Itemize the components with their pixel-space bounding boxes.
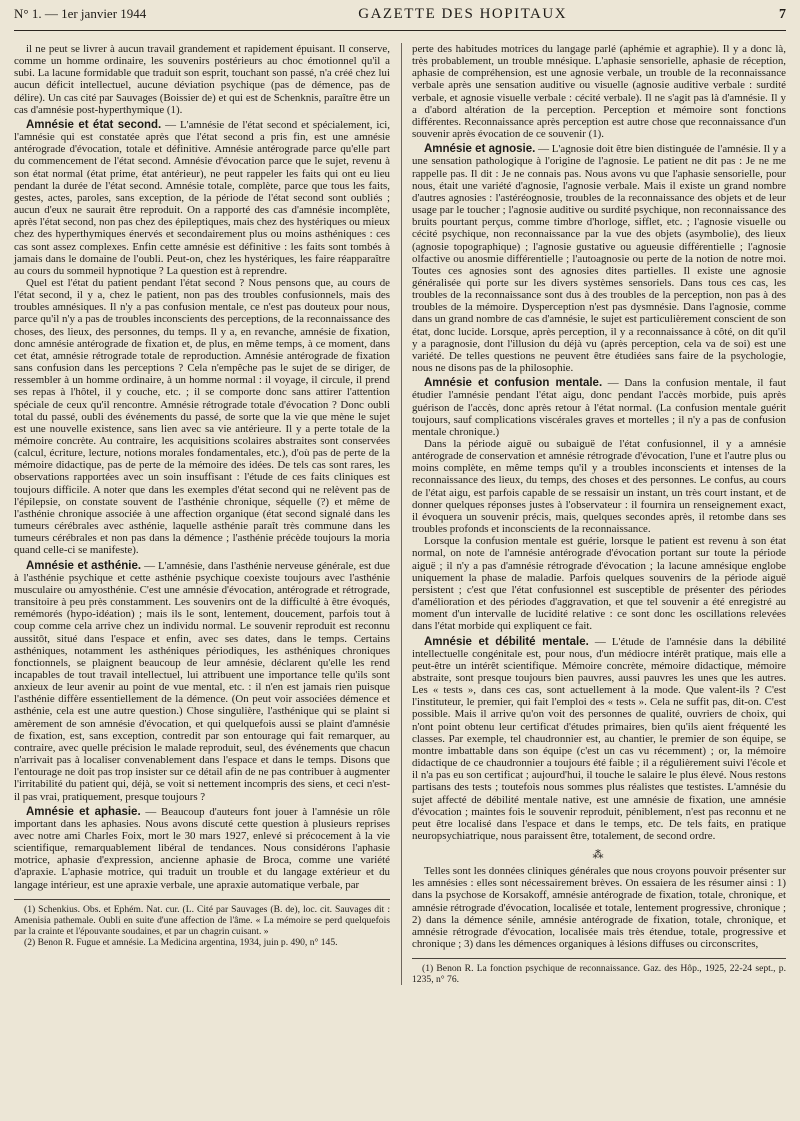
right-column: [401, 43, 786, 985]
section-amnesie-agnosie: [412, 143, 786, 374]
journal-title: GAZETTE DES HOPITAUX: [358, 6, 568, 22]
paragraph: il ne peut se livrer à aucun travail grandement et rapidement épuisant. Il conserve, comme un homme ordinaire, les souvenirs postérieurs au choc émotionnel qu'il a subi. La lacune formidable que traduit son esprit, touchant son passé, n'a créé chez lui aucun déficit intellectuel, aucune déviation psychique (pas de démence, pas de délire). Un cas cité par Sauvages (Boissier de) et qui est de Schenknis, paraître être un cas d'amnésie post-hyperthymique (1).: [14, 43, 390, 116]
section-separator-asterism: ⁂: [592, 849, 606, 862]
page-number: 7: [779, 7, 786, 22]
section-amnesie-asthenie: [14, 560, 390, 803]
footnotes-right: [412, 958, 786, 985]
two-column-body: [14, 43, 786, 985]
section-amnesie-debilite: [412, 636, 786, 843]
page-header: [14, 6, 786, 31]
paragraph: Telles sont les données cliniques générales que nous croyons pouvoir présenter sur les amnésies : elles sont nécessairement brèves. On essaiera de les résumer ainsi : 1) dans la psychose de Korsakoff, amnésie antérograde de fixation, totale, chronique, et amnésie rétrograde d'évocation, localisée et totale, lentement progressive, chronique ; 2) dans la démence sénile, amnésie antérograde de fixation, totale, chronique, et amnésie rétrograde d'évocation, localisée mais très étendue, totale, progressive et chronique ; 3) dans les démences organiques à lésions diffuses ou circonscrites,: [412, 865, 786, 951]
paragraph-text: — Beaucoup d'auteurs font jouer à l'amnésie un rôle important dans les aphasies. Nous avons discuté cette question à plusieurs reprises avec notre ami Charles Foix, mort le 30 mars 1927, enlevé si précocement à la vie scientifique, remarquablement libéral de tendances. Nous considérons l'aphasie motrice, aphasie d'expression, ancienne aphasie de Broca, comme une variété d'apraxie. L'aphasie motrice, qui traduit un trouble et du langage extérieur et du langage intérieur, est une apraxie verbale, une apraxie automatique verbale, par: [14, 805, 390, 891]
section-title: Amnésie et aphasie.: [26, 805, 141, 818]
footnote: (1) Benon R. La fonction psychique de reconnaissance. Gaz. des Hôp., 1925, 22-24 sept., p. 1235, n° 76.: [412, 963, 786, 986]
footnotes-left: [14, 899, 390, 948]
paragraph-text: — Dans la confusion mentale, il faut étudier l'amnésie pendant l'état aigu, donc pendant l'accès morbide, puis après guérison de l'accès, donc après retour à l'état normal. (La confusion mentale guérit toujours, sauf complications viscérales graves et mortelles ; il n'y a pas de confusion mentale chronique.): [412, 377, 786, 438]
section-amnesie-aphasie: [14, 806, 390, 891]
section-title: Amnésie et état second.: [26, 118, 162, 131]
section-amnesie-etat-second: [14, 119, 390, 277]
section-title: Amnésie et débilité mentale.: [424, 635, 589, 648]
section-title: Amnésie et confusion mentale.: [424, 377, 603, 390]
left-column: [14, 43, 390, 985]
footnote: (1) Schenkius. Obs. et Ephém. Nat. cur. (L. Cité par Sauvages (B. de), loc. cit. Sauvages dit : Amenisia pathemale. Oubli en suite d'une affection de l'âme. « La mémoire se perd quelquefois par la crainte et l'épouvante soudaines, et par un chagrin cuisant. »: [14, 903, 390, 937]
issue-date: N° 1. — 1er janvier 1944: [14, 6, 147, 21]
paragraph: perte des habitudes motrices du langage parlé (aphémie et agraphie). Il y a donc là, très probablement, un trouble mnésique. L'aphasie sensorielle, aphasie de réception, aphasie de compréhension, est une agnosie verbale, un trouble de la reconnaissance verbale après une sensation auditive ou visuelle (agnosie auditive verbale : surdité verbale, et agnosie visuelle verbale : cécité verbale). Il ne s'agit pas là d'amnésie. Il y a d'abord altération de la perception. Perception et mémoire sont fonctions différentes. Reconnaissance après perception est autre chose que reconnaissance d'un souvenir après évocation de ce souvenir (1).: [412, 43, 786, 141]
paragraph: Quel est l'état du patient pendant l'état second ? Nous pensons que, au cours de l'état second, il y a, chez le patient, non pas des troubles confusionnels, mais des troubles amnésiques. Il n'y a pas confusion mentale, ce n'est pas douteux pour nous, parce qu'il n'y a pas de troubles inconscients des perceptions, de la reconnaissance des choses, des lieux, des personnes, du temps. Il y a, en revanche, amnésie de fixation, donc amnésie antérograde de fixation et, de plus, en même temps, à ce moment, dans cet état, amnésie rétrograde totale de reproduction. Amnésie antérograde de fixation sans confusion dans les perceptions ? Cela n'empêche pas le sujet de se diriger, de ressembler à un homme ordinaire, à un homme normal : il voyage, il circule, il prend ses repas à l'hôtel, il y couche, etc. ; il se comporte donc sans attirer l'attention spéciale de ceux qu'il rencontre. Amnésie rétrograde totale d'évocation ? Donc oubli total du passé, oubli des événements du passé, de sorte que la vie que mène le sujet est une nouvelle existence, sans lien avec sa vie antérieure. Il y a perte totale de la mémoire concrète. Au contraire, les acquisitions scolaires abstraites sont conservées (calcul, écriture, lecture, notions morales fondamentales, etc.), d'où pas de perte de la mémoire didactique, pas de perte de la mémoire des idées. De tels cas sont rares, les observations rapportées avec un soin insuffisant : l'étude de ces faits cliniques est toujours difficile. A noter que dans les exemples d'état second qui ne relèvent pas de l'épilepsie, on constate souvent de l'asthénie chronique, séquelle (?) et même de l'asthénie chronique associée à une affection organique (état second signalé dans les tumeurs cérébrales avec asthénie, laquelle asthénie paraît très commune dans les tumeurs cérébrales et non pas dans la démence ; l'asthénie précède toujours la moria quand celle-ci se manifeste).: [14, 276, 390, 557]
paragraph-text: — L'amnésie, dans l'asthénie nerveuse générale, est due à l'asthénie psychique et cette asthénie psychique coexiste toujours avec l'asthénie musculaire ou amyosthénie. C'est une amnésie d'évocation, antérograde et rétrograde, transitoire à peu près constamment. Les souvenirs ont de la difficulté à être évoqués, remémorés (hypo-idéation) ; mais ils le sont, lentement, doucement, parfois tout à coup comme cela arrive chez un individu normal. Le souvenir reproduit est reconnu aussitôt, situé dans l'espace et enfin, avec ses dates, dans le temps. Certains asthéniques, notamment les asthéniques périodiques, les asthéniques chroniques fonctionnels, se plaignent beaucoup de leur amnésie, déclarent qu'elle les rend incapables de tout travail intellectuel, lui attribuent une importance telle qu'ils sont anxieux de leur avenir au point de vue mental, etc. : il n'en est jamais rien puisque l'asthénie diffère essentiellement de la démence. (On peut voir associées démence et asthénie, cela est une autre question.) Chose singulière, l'asthénique qui se plaint si amèrement de son amnésie d'évocation, et qui quelquefois aussi se plaint d'amnésie de fixation, est, sans exception, contredit par son entourage qui fait remarquer, au contraire, avec quelle précision le malade reproduit, seul, des événements que chacun n'arrivait pas à localiser convenablement dans l'espace et dans le temps. Disons que l'entourage ne doit pas trop insister sur ce détail afin de ne pas contribuer à augmenter l'irritabilité du patient qui, déjà, se voit si nettement incompris des siens, et ceci n'est-il pas vrai, pratiquement, presque toujours ?: [14, 559, 390, 803]
section-amnesie-confusion: [412, 377, 786, 438]
paragraph-text: — L'amnésie de l'état second et spécialement, ici, l'amnésie qui est constatée après que l'état second a pris fin, est une amnésie antérograde d'évocation, totale et définitive. Amnésie antérograde parce qu'elle part du commencement de l'état second. Amnésie d'évocation parce que le sujet, revenu à son état normal (état prime, état antérieur), ne peut rappeler les faits qui ont eu lieu pendant la durée de l'état second. Amnésie totale, complète, parce que tous les faits, gestes, actes, paroles, sans exception, de la période de l'état second sont oubliés ; aucun d'eux ne saurait être reproduit. On a rapporté des cas d'amnésie incomplète, après l'état second, non pas chez des épileptiques, mais chez des hystériques ou mieux chez des hyperthymiques énervés et secondairement plus ou moins asthéniques : ces cas sont assez complexes. Enfin cette amnésie est définitive : les faits sont tombés à jamais dans le domaine de l'oubli. Peut-on, chez les hystériques, les faire réapparaître au cours du sommeil hypnotique ? La question est à reprendre.: [14, 118, 390, 277]
paragraph: Dans la période aiguë ou subaiguë de l'état confusionnel, il y a amnésie antérograde de conservation et amnésie rétrograde d'évocation, l'une et l'autre plus ou moins complète, en même temps qu'il y a troubles inconscients et intenses de la reconnaissance des lieux, du temps, des choses et des personnes. Le confus, au cours de l'état aigu, est parfois capable de se ressaisir un instant, un très court instant, et de donner quelques réponses justes à l'observateur : il fournira un renseignement exact, il évoquera un souvenir précis, mais, quelques secondes après, il retombe dans ses troubles profonds et inconscients de la reconnaissance.: [412, 438, 786, 536]
section-title: Amnésie et asthénie.: [26, 559, 142, 572]
paragraph-text: — L'agnosie doit être bien distinguée de l'amnésie. Il y a une sensation pathologique à l'origine de l'agnosie. Le patient ne dit pas : Je ne me rappelle pas. Il dit : Je ne connais pas. Nous avons vu que l'aphasie sensorielle, pour nous, était une variété d'agnosie, l'agnosie verbale. Mais il existe un grand nombre d'autres agnosies : l'astéréognosie, troubles de la reconnaissance des objets et de leur usage par le toucher ; l'agnosie auditive ou surdité psychique, non reconnaissance des bruits pourtant perçus, comme timbre d'horloge, sifflet, etc. ; l'agnosie visuelle ou cécité psychique, non reconnaissance par la vue des objets (asymbolie), des lieux (agnosie topographique) ; l'agnosie gustative ou agueusie différentielle ; l'agnosie olfactive ou anosmie différentielle ; l'autoagnosie ou perte de la notion de notre moi. Toutes ces agnosies sont des agnosies dites partielles. Il existe une agnosie généralisée qui porte sur les divers systèmes sensoriels. Dans tous ces cas, les troubles de la reconnaissance sont dus à des troubles de la perception, non pas à des troubles de la mémoire. Dysperception n'est pas dysmnésie. Dans l'agnosie, comme dans un grand nombre de cas d'amnésie, le sujet est particulièrement conscient de son état, donc lucide. Lorsque, après perception, il y a reconnaissance à côté, on dit qu'il y a paragnosie, dont l'illusion du déjà vu (après perception, cela va de soi) est une variété. De telles questions ne peuvent être étudiées sans faire de la psychologie, nous ne disons pas de la philosophie.: [412, 143, 786, 375]
footnote: (2) Benon R. Fugue et amnésie. La Medicina argentina, 1934, juin p. 490, n° 145.: [24, 936, 338, 948]
paragraph: Lorsque la confusion mentale est guérie, lorsque le patient est revenu à son état normal, on note de l'amnésie antérograde d'évocation portant sur toute la période aiguë ; il n'y a pas d'amnésie rétrograde d'évocation ; la lacune amnésique englobe uniquement la phase de maladie. Parfois quelques souvenirs de la période aiguë persistent ; c'est que l'état confusionnel est susceptible de présenter des périodes d'amélioration et des périodes d'aggravation, et que tel souvenir a été enregistré au moment d'un intervalle de lucidité relative : ce sont donc les oscillations relevées dans l'état morbide qui expliquent ce fait.: [412, 535, 786, 633]
section-title: Amnésie et agnosie.: [424, 143, 536, 156]
paragraph-text: — L'étude de l'amnésie dans la débilité intellectuelle congénitale est, pour nous, d'un médiocre intérêt pratique, mais elle a peut-être un intérêt scientifique. Mémoire concrète, mémoire didactique, mémoire abstraite, sont presque toujours bien pauvres, aussi pauvres les unes que les autres. Les « tests », dans ces cas, sont actuellement à la mode. Que valent-ils ? C'est l'instituteur, le premier, qui fait l'emploi des « tests ». Cela ne suffit pas, dit-on. C'est possible. Mais il arrive qu'on voit des personnes de qualité, ouvriers de choix, qui n'ont point obtenu leur certificat d'études primaires, bien qu'ils aient fréquenté les classes. Par exemple, tel chaudronnier est, au chantier, le premier de son équipe, se montre imbattable dans son équipe (c'est un cas vu récemment) ; or, la mémoire didactique de ce chaudronnier a toujours été faible ; il a régulièrement suivi l'école et il n'a pas eu son certificat ; aujourd'hui, il touche le salaire le plus élevé. Nous restons partisans des tests ; toutefois nous sommes plus réalistes que testistes. L'amnésie du sujet affecté de débilité mentale native, est une amnésie de fixation, une amnésie d'évocation ; maintes fois le souvenir reproduit, péniblement, n'est pas reconnu et ne peut être localisé dans l'espace et dans le temps, etc. De tels faits, en pratique neuropsychiatrique, nous paraissent être, totalement, de second ordre.: [412, 635, 786, 842]
